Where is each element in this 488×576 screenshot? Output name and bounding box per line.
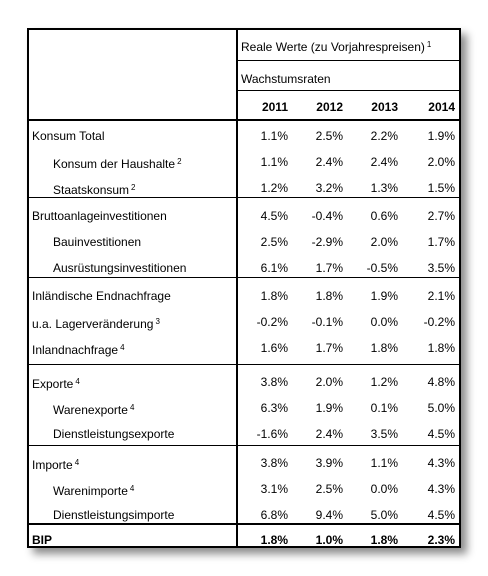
value-cell: 1.5% xyxy=(427,181,455,195)
footnote-marker: 4 xyxy=(129,484,135,493)
row-label-text: Bauinvestitionen xyxy=(53,235,142,249)
table-row xyxy=(29,476,459,502)
value-cell: 4.5% xyxy=(427,508,455,522)
value-cell: 2.1% xyxy=(427,289,455,303)
value-cell: 2.0% xyxy=(427,155,455,169)
row-label xyxy=(32,369,80,397)
value-cell: 0.1% xyxy=(370,401,398,415)
value-cell: -0.2% xyxy=(256,315,288,329)
footnote-marker: 4 xyxy=(129,403,135,412)
row-label xyxy=(53,149,182,177)
value-cell: 1.0% xyxy=(315,533,343,547)
value-cell: 2.0% xyxy=(370,235,398,249)
table-row xyxy=(29,203,459,229)
value-cell: -0.4% xyxy=(311,209,343,223)
value-cell: 4.5% xyxy=(427,427,455,441)
row-label-text: Inländische Endnachfrage xyxy=(32,289,171,303)
value-cell: 1.7% xyxy=(315,261,343,275)
title-footnote: 1 xyxy=(426,40,432,49)
footnote-marker: 3 xyxy=(155,317,160,326)
row-label xyxy=(32,283,171,309)
value-cell: 1.8% xyxy=(260,289,288,303)
row-label xyxy=(32,527,52,548)
value-cell: 2.5% xyxy=(260,235,288,249)
footnote-marker: 4 xyxy=(75,377,80,386)
table-row xyxy=(29,175,459,201)
row-label xyxy=(53,229,141,255)
value-cell: 1.9% xyxy=(315,401,343,415)
row-label xyxy=(32,203,167,229)
row-label xyxy=(53,395,134,423)
row-label-text: Warenexporte xyxy=(53,403,128,417)
value-cell: 6.3% xyxy=(260,401,288,415)
table-row xyxy=(29,395,459,421)
table-row xyxy=(29,369,459,395)
value-cell: 1.2% xyxy=(260,181,288,195)
value-cell: -1.6% xyxy=(256,427,288,441)
value-cell: -0.5% xyxy=(366,261,398,275)
year-header: 2012 xyxy=(316,100,343,114)
value-cell: 1.1% xyxy=(370,456,398,470)
row-label-text: Exporte xyxy=(32,377,74,391)
row-label-text: Staatskonsum xyxy=(53,183,130,197)
value-cell: 0.0% xyxy=(370,315,398,329)
row-label-text: u.a. Lagerveränderung xyxy=(32,317,154,331)
table-row xyxy=(29,527,459,548)
value-cell: 4.3% xyxy=(427,482,455,496)
value-cell: 1.3% xyxy=(370,181,398,195)
footnote-marker: 2 xyxy=(177,157,182,166)
value-cell: 4.8% xyxy=(427,375,455,389)
row-label xyxy=(53,421,174,447)
value-cell: 2.4% xyxy=(370,155,398,169)
row-label xyxy=(32,309,160,337)
value-cell: 2.4% xyxy=(315,427,343,441)
table-row xyxy=(29,149,459,175)
header-divider xyxy=(236,90,459,91)
year-header: 2014 xyxy=(428,100,455,114)
row-label-text: Konsum Total xyxy=(32,129,105,143)
value-cell: 2.5% xyxy=(315,482,343,496)
value-cell: 1.8% xyxy=(370,341,398,355)
header-divider xyxy=(236,60,459,61)
value-cell: 2.7% xyxy=(427,209,455,223)
value-cell: -2.9% xyxy=(311,235,343,249)
footnote-marker: 4 xyxy=(120,343,125,352)
row-label xyxy=(53,502,174,528)
section-divider xyxy=(29,364,459,365)
value-cell: 3.2% xyxy=(315,181,343,195)
value-cell: 5.0% xyxy=(427,401,455,415)
row-label-text: Importe xyxy=(32,458,73,472)
value-cell: 1.9% xyxy=(427,129,455,143)
table-row xyxy=(29,283,459,309)
value-cell: 3.5% xyxy=(427,261,455,275)
value-cell: 1.7% xyxy=(315,341,343,355)
row-label-text: Dienstleistungsexporte xyxy=(53,427,175,441)
row-label-text: Konsum der Haushalte xyxy=(53,157,176,171)
table-header-title: Reale Werte (zu Vorjahrespreisen) $^1$ xyxy=(241,40,432,54)
value-cell: 3.1% xyxy=(260,482,288,496)
footnote-marker: 2 xyxy=(131,183,136,192)
row-label xyxy=(53,255,186,281)
value-cell: 1.2% xyxy=(370,375,398,389)
row-label-text: Inlandnachfrage xyxy=(32,343,119,357)
value-cell: 1.1% xyxy=(260,129,288,143)
value-cell: 1.6% xyxy=(260,341,288,355)
table-row xyxy=(29,255,459,281)
value-cell: 4.5% xyxy=(260,209,288,223)
value-cell: 1.7% xyxy=(427,235,455,249)
table-row xyxy=(29,450,459,476)
row-label xyxy=(53,175,136,203)
value-cell: 3.9% xyxy=(315,456,343,470)
row-label-text: Dienstleistungsimporte xyxy=(53,508,175,522)
table-row xyxy=(29,502,459,528)
footnote-marker: 4 xyxy=(74,458,80,467)
row-label-text: Ausrüstungsinvestitionen xyxy=(53,261,187,275)
value-cell: 2.4% xyxy=(315,155,343,169)
value-cell: 5.0% xyxy=(370,508,398,522)
value-cell: 1.8% xyxy=(370,533,398,547)
year-header: 2011 xyxy=(261,100,288,114)
value-cell: 0.0% xyxy=(370,482,398,496)
table-row xyxy=(29,421,459,447)
value-cell: 3.8% xyxy=(260,456,288,470)
value-cell: 1.1% xyxy=(260,155,288,169)
table-row xyxy=(29,229,459,255)
value-cell: 1.8% xyxy=(315,289,343,303)
table-header-subtitle: Wachstumsraten xyxy=(241,72,331,86)
section-divider xyxy=(29,119,459,121)
value-cell: 2.5% xyxy=(315,129,343,143)
value-cell: 6.8% xyxy=(260,508,288,522)
value-cell: 1.8% xyxy=(260,533,288,547)
value-cell: 2.0% xyxy=(315,375,343,389)
value-cell: -0.2% xyxy=(423,315,455,329)
table-row xyxy=(29,335,459,361)
growth-table xyxy=(27,28,461,548)
row-label-text: Warenimporte xyxy=(53,484,128,498)
value-cell: 6.1% xyxy=(260,261,288,275)
value-cell: 1.9% xyxy=(370,289,398,303)
value-cell: -0.1% xyxy=(311,315,343,329)
value-cell: 3.8% xyxy=(260,375,288,389)
row-label-text: Bruttoanlageinvestitionen xyxy=(32,209,167,223)
value-cell: 9.4% xyxy=(315,508,343,522)
value-cell: 2.3% xyxy=(427,533,455,547)
value-cell: 1.8% xyxy=(427,341,455,355)
value-cell: 3.5% xyxy=(370,427,398,441)
table-row xyxy=(29,309,459,335)
value-cell: 2.2% xyxy=(370,129,398,143)
row-label-text: BIP xyxy=(32,533,53,547)
value-cell: 0.6% xyxy=(370,209,398,223)
row-label xyxy=(32,123,105,149)
row-label xyxy=(32,335,125,363)
table-row xyxy=(29,123,459,149)
year-header: 2013 xyxy=(371,100,398,114)
row-label xyxy=(53,476,134,504)
value-cell: 4.3% xyxy=(427,456,455,470)
row-label xyxy=(32,450,79,478)
